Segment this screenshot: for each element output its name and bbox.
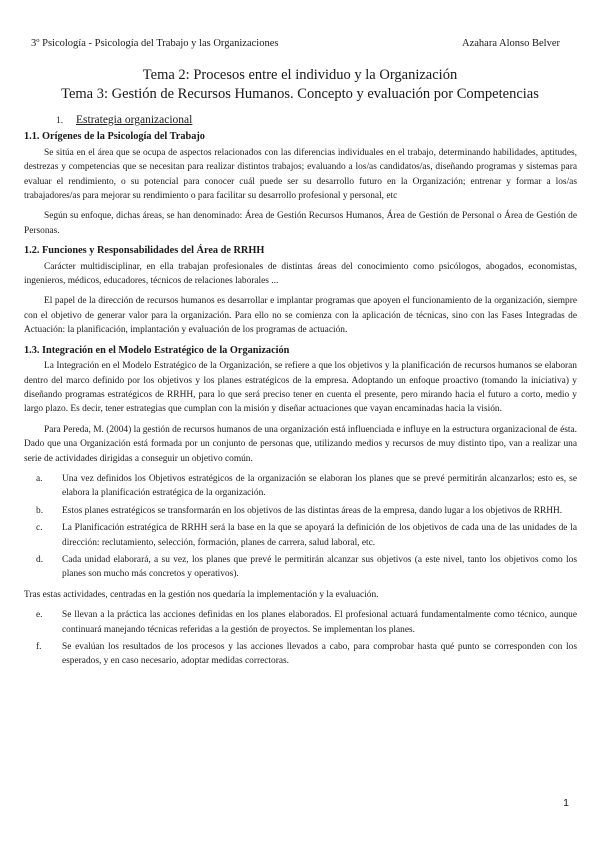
list-text: Se evalúan los resultados de los procesos y las acciones llevados a cabo, para comprobar hasta qué punto se corresponden con los esperados, y en caso necesario, adoptar medidas correctoras. [62,642,577,667]
paragraph: Para Pereda, M. (2004) la gestión de recursos humanos de una organización está influenciada e influye en la estructura organizacional de ésta. Dado que una Organización está formada por un conjunto de personas que, utilizando medios y recursos de muy distinto tipo, van a realizar una serie de actividades dirigidas a conseguir un objetivo común. [24,424,577,464]
list-item [24,472,577,501]
list-letter: e. [36,610,43,621]
title-tema-2: Tema 2: Procesos entre el individuo y la Organización [142,67,458,83]
list-letter: f. [36,642,42,652]
list-text: Estos planes estratégicos se transformarán en los objetivos de las distintas áreas de la empresa, dando lugar a los objetivos de RRHH. [62,505,563,516]
section-heading [56,113,577,128]
header-course: 3º Psicología - Psicología del Trabajo y las Organizaciones [31,38,279,49]
section-title: Estrategia organizacional [76,114,193,126]
subsection-heading-1-2: 1.2. Funciones y Responsabilidades del Área de RRHH [24,245,265,257]
paragraph: Tras estas actividades, centradas en la gestión nos quedaría la implementación y la evaluación. [24,589,379,600]
list-item [24,608,577,637]
page-number: 1 [563,797,569,809]
list-letter: a. [36,473,43,484]
list-item [24,553,577,582]
section-number: 1. [56,116,64,126]
paragraph: La Integración en el Modelo Estratégico de la Organización, se refiere a que los objetivos y la planificación de recursos humanos se elaboran dentro del marco definido por los objetivos y los planes estratégicos de la empresa. Adoptando un enfoque proactivo (tomando la iniciativa) y diseñando programas estratégicos de RRHH, para lo que será preciso tener en cuenta el presente, pero mirando hacia el futuro a corto, medio y largo plazo. Es decir, tener estrategias que cumplan con la misión y diseñar actuaciones que vayan encaminadas hacia la visión. [24,361,577,415]
paragraph: El papel de la dirección de recursos humanos es desarrollar e implantar programas que apoyen el funcionamiento de la organización, siempre con el objetivo de generar valor para la organización. Para ello no se comienza con la aplicación de técnicas, sino con las Fases Integradas de Actuación: la planificación, implantación y evaluación de los programas de actuación. [24,296,577,336]
list-letter: b. [36,505,44,516]
document-titles [20,66,580,104]
list-text: Se llevan a la práctica las acciones definidas en los planes elaborados. El profesional actuará fundamentalmente como técnico, aunque continuará manejando técnicas referidas a la gestión de proyectos. Se implementan los planes. [62,610,577,635]
lettered-list [24,608,577,669]
list-item [24,521,577,550]
subsection-heading-1-1: 1.1. Orígenes de la Psicología del Trabajo [24,131,205,143]
title-tema-3: Tema 3: Gestión de Recursos Humanos. Concepto y evaluación por Competencias [61,86,539,102]
list-item [24,504,577,518]
list-text: Cada unidad elaborará, a su vez, los planes que prevé le permitirán alcanzar sus objetivos (a este nivel, tanto los objetivos como los planes son mucho más concretos y operativos). [62,554,577,580]
list-letter: c. [36,523,43,534]
document-body [24,113,577,675]
list-letter: d. [36,554,44,565]
page-header [31,38,560,52]
paragraph: Se sitúa en el área que se ocupa de aspectos relacionados con las diferencias individuales en el trabajo, determinando habilidades, aptitudes, destrezas y competencias que se necesitan para realizar distintos trabajos; evaluando a los/as candidatos/as, diseñando programas y sistemas para evaluar el rendimiento, o su potencial para conocer cuál puede ser su desarrollo futuro en la Organización; entrenar y formar a los/as trabajadores/as para mejorar su rendimiento o para facilitar su desarrollo profesional y personal, etc [24,147,577,202]
lettered-list [24,472,577,582]
subsection-heading-1-3: 1.3. Integración en el Modelo Estratégico de la Organización [24,344,290,356]
list-item [24,640,577,669]
list-text: La Planificación estratégica de RRHH será la base en la que se apoyará la definición de los objetivos de cada una de las unidades de la dirección: reclutamiento, selección, formación, planes de carrera, salud laboral, etc. [62,523,577,548]
list-text: Una vez definidos los Objetivos estratégicos de la organización se elaboran los planes que se prevé permitirán alcanzarlos; esto es, se elabora la planificación estratégica de la organización. [62,473,577,499]
paragraph: Carácter multidisciplinar, en ella trabajan profesionales de distintas áreas del conocimiento como psicólogos, abogados, economistas, ingenieros, médicos, educadores, técnicos de relaciones laborales ... [24,261,577,287]
paragraph: Según su enfoque, dichas áreas, se han denominado: Área de Gestión Recursos Humanos, Área de Gestión de Personal o Área de Gestión de Personas. [24,211,577,236]
header-author: Azahara Alonso Belver [462,38,560,49]
